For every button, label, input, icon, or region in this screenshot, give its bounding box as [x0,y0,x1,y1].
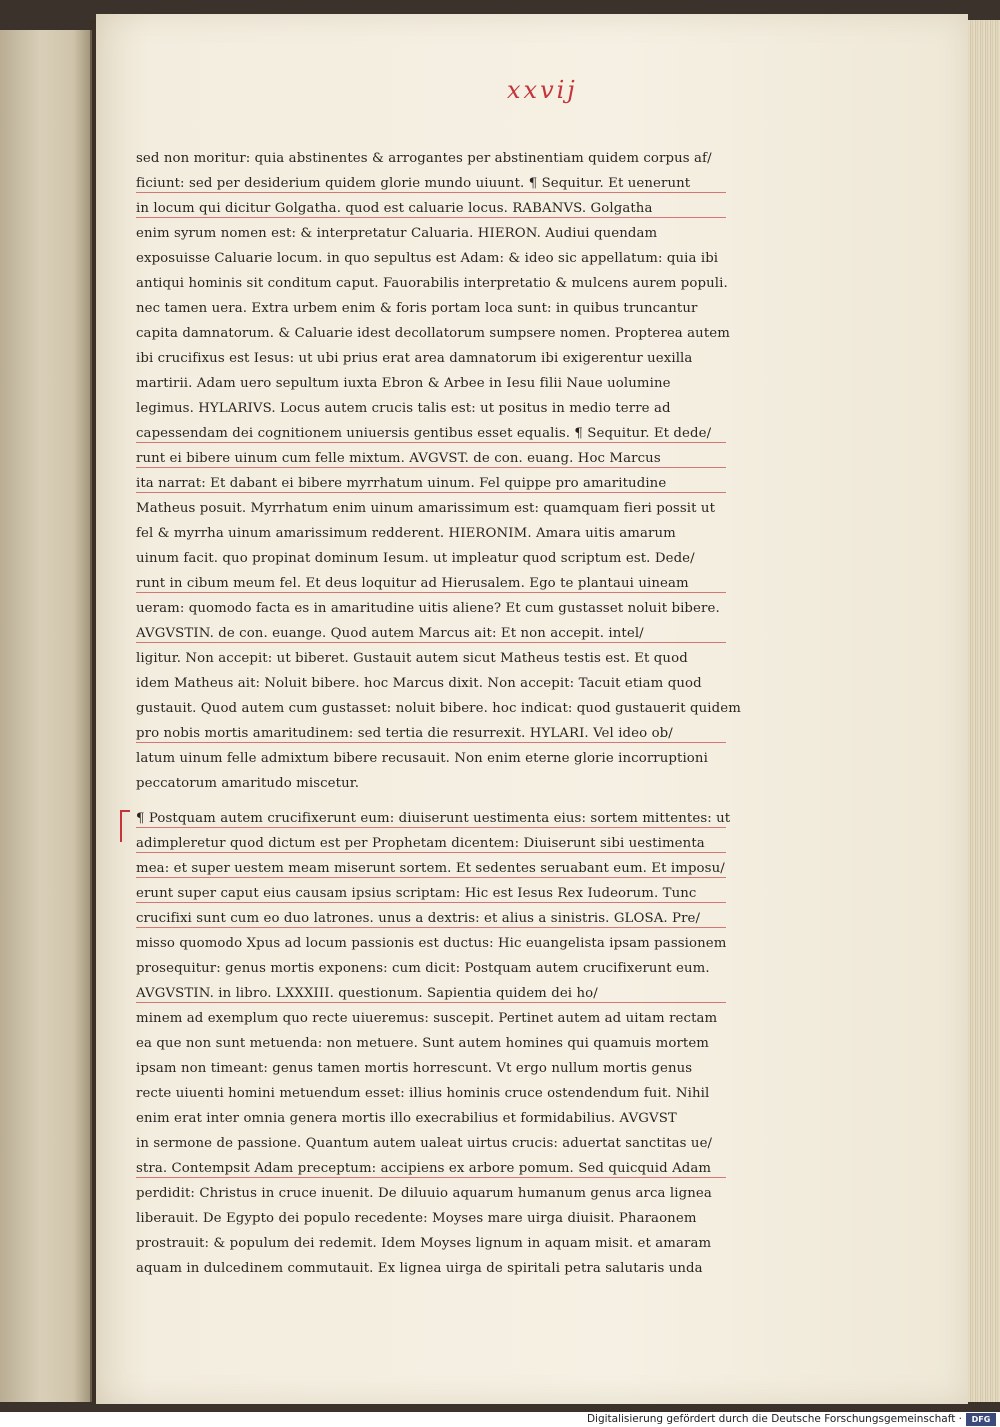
page-edges [966,20,1000,1402]
dfg-logo: DFG [966,1413,996,1426]
text-line: gustauit. Quod autem cum gustasset: noluit bibere. hoc indicat: quod gustauerit quidem [136,701,741,716]
text-line: antiqui hominis sit conditum caput. Fauorabilis interpretatio & mulcens aurem populi. [136,276,728,291]
text-line: capessendam dei cognitionem uniuersis gentibus esset equalis. ¶ Sequitur. Et dede/ [136,421,736,446]
footer-bar [0,1412,1000,1427]
text-line: legimus. HYLARIVS. Locus autem crucis talis est: ut positus in medio terre ad [136,401,671,416]
left-page-fragment [0,30,92,1402]
text-line: peccatorum amaritudo miscetur. [136,776,360,791]
text-line: liberauit. De Egypto dei populo recedente: Moyses mare uirga diuisit. Pharaonem [136,1211,697,1226]
folio-number: xxvij [507,76,578,104]
text-line: aquam in dulcedinem commutauit. Ex lignea uirga de spiritali petra salutaris unda [136,1261,703,1276]
text-line: mea: et super uestem meam miserunt sortem. Et sedentes seruabant eum. Et imposu/ [136,856,736,881]
text-line: capita damnatorum. & Caluarie idest decollatorum sumpsere nomen. Propterea autem [136,326,730,341]
text-line: exposuisse Caluarie locum. in quo sepultus est Adam: & ideo sic appellatum: quia ibi [136,251,719,266]
text-line: ibi crucifixus est Iesus: ut ubi prius erat area damnatorum ibi exigerentur uexilla [136,351,693,366]
text-line: ea que non sunt metuenda: non metuere. Sunt autem homines qui quamuis mortem [136,1036,710,1051]
text-line: ueram: quomodo facta es in amaritudine uitis aliene? Et cum gustasset noluit bibere. [136,601,720,616]
text-line: minem ad exemplum quo recte uiueremus: suscepit. Pertinet autem ad uitam rectam [136,1011,718,1026]
text-line: perdidit: Christus in cruce inuenit. De diluuio aquarum humanum genus arca lignea [136,1186,712,1201]
text-line: uinum facit. quo propinat dominum Iesum. ut impleatur quod scriptum est. Dede/ [136,551,695,566]
text-line: nec tamen uera. Extra urbem enim & foris portam loca sunt: in quibus truncantur [136,301,698,316]
text-line: prostrauit: & populum dei redemit. Idem Moyses lignum in aquam misit. et amaram [136,1236,712,1251]
text-line: idem Matheus ait: Noluit bibere. hoc Marcus dixit. Non accepit: Tacuit etiam quod [136,676,702,691]
text-line: erunt super caput eius causam ipsius scriptam: Hic est Iesus Rex Iudeorum. Tunc [136,881,736,906]
text-line: pro nobis mortis amaritudinem: sed tertia die resurrexit. HYLARI. Vel ideo ob/ [136,721,736,746]
text-line: Matheus posuit. Myrrhatum enim uinum amarissimum est: quamquam fieri possit ut [136,501,716,516]
text-line: adimpleretur quod dictum est per Prophetam dicentem: Diuiserunt sibi uestimenta [136,831,736,856]
text-line: ficiunt: sed per desiderium quidem glorie mundo uiuunt. ¶ Sequitur. Et uenerunt [136,171,736,196]
text-line: ipsam non timeant: genus tamen mortis horrescunt. Vt ergo nullum mortis genus [136,1061,693,1076]
text-line: fel & myrrha uinum amarissimum redderent. HIERONIM. Amara uitis amarum [136,526,676,541]
paragraph-gap [136,796,736,806]
text-line: ligitur. Non accepit: ut biberet. Gustauit autem sicut Matheus testis est. Et quod [136,651,688,666]
text-line: ¶ Postquam autem crucifixerunt eum: diuiserunt uestimenta eius: sortem mittentes: ut [136,806,736,831]
text-line: in sermone de passione. Quantum autem ualeat uirtus crucis: aduertat sanctitas ue/ [136,1136,713,1151]
text-line: stra. Contempsit Adam preceptum: accipiens ex arbore pomum. Sed quicquid Adam [136,1156,736,1181]
text-line: enim erat inter omnia genera mortis illo execrabilius et formidabilius. AVGVST [136,1111,677,1126]
text-line: latum uinum felle admixtum bibere recusauit. Non enim eterne glorie incorruptioni [136,751,708,766]
text-line: crucifixi sunt cum eo duo latrones. unus a dextris: et alius a sinistris. GLOSA. Pre/ [136,906,736,931]
text-line: runt ei bibere uinum cum felle mixtum. AVGVST. de con. euang. Hoc Marcus [136,446,736,471]
text-line: prosequitur: genus mortis exponens: cum dicit: Postquam autem crucifixerunt eum. [136,961,710,976]
text-line: in locum qui dicitur Golgatha. quod est caluarie locus. RABANVS. Golgatha [136,196,736,221]
text-line: enim syrum nomen est: & interpretatur Caluaria. HIERON. Audiui quendam [136,226,658,241]
text-block [136,146,741,1281]
text-line: recte uiuenti homini metuendum esset: illius hominis cruce ostendendum fuit. Nihil [136,1086,710,1101]
text-line: sed non moritur: quia abstinentes & arrogantes per abstinentiam quidem corpus af/ [136,151,712,166]
text-line: martirii. Adam uero sepultum iuxta Ebron & Arbee in Iesu filii Naue uolumine [136,376,671,391]
text-line: runt in cibum meum fel. Et deus loquitur ad Hierusalem. Ego te plantaui uineam [136,571,736,596]
text-line: AVGVSTIN. de con. euange. Quod autem Marcus ait: Et non accepit. intel/ [136,621,736,646]
text-line: AVGVSTIN. in libro. LXXXIII. questionum. Sapientia quidem dei ho/ [136,981,736,1006]
funding-credit: Digitalisierung gefördert durch die Deutsche Forschungsgemeinschaft · [586,1413,962,1425]
text-line: ita narrat: Et dabant ei bibere myrrhatum uinum. Fel quippe pro amaritudine [136,471,736,496]
text-line: misso quomodo Xpus ad locum passionis est ductus: Hic euangelista ipsam passionem [136,936,727,951]
